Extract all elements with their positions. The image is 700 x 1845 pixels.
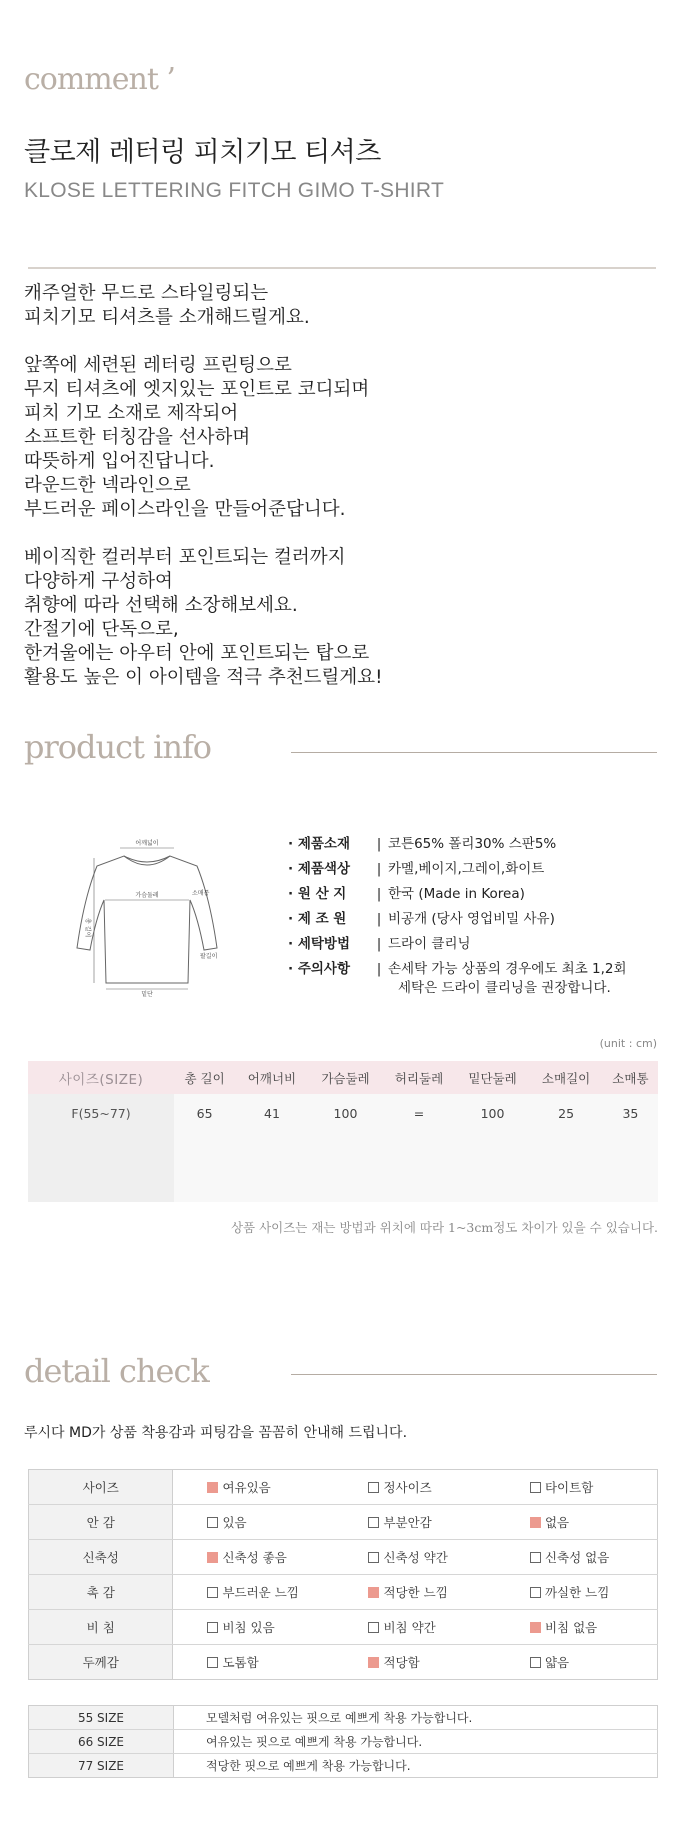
unchecked-box-icon xyxy=(530,1482,541,1493)
option-label: 적당함 xyxy=(383,1655,420,1670)
size-cell: 41 xyxy=(235,1094,309,1202)
description-line: 따뜻하게 입어진답니다. xyxy=(24,451,215,472)
fit-description: 모델처럼 여유있는 핏으로 예쁘게 착용 가능합니다. xyxy=(174,1706,658,1730)
detail-check-label: 신축성 xyxy=(29,1540,173,1575)
size-table xyxy=(28,1061,658,1202)
option-label: 비침 있음 xyxy=(222,1620,275,1635)
detail-check-option xyxy=(496,1505,658,1540)
detail-check-label: 안 감 xyxy=(29,1505,173,1540)
unchecked-box-icon xyxy=(368,1482,379,1493)
option-label: 비침 없음 xyxy=(544,1620,598,1635)
length-label: 총 길이 xyxy=(84,918,91,938)
detail-check-option xyxy=(334,1575,496,1610)
shirt-measurement-diagram xyxy=(72,838,222,998)
spec-value: 드라이 클리닝 xyxy=(388,936,471,952)
description-line: 피치 기모 소재로 제작되어 xyxy=(24,403,239,424)
size-table-header xyxy=(28,1061,658,1094)
unchecked-box-icon xyxy=(207,1517,218,1528)
description-line: 베이직한 컬러부터 포인트되는 컬러까지 xyxy=(24,547,346,568)
spec-value: 비공개 (당사 영업비밀 사유) xyxy=(388,911,555,927)
description-line: 무지 티셔츠에 엣지있는 포인트로 코디되며 xyxy=(24,379,370,400)
unchecked-box-icon xyxy=(530,1587,541,1598)
product-info-heading: product info xyxy=(24,728,212,766)
product-subtitle: KLOSE LETTERING FITCH GIMO T-SHIRT xyxy=(24,179,445,202)
spec-separator: | xyxy=(376,861,382,877)
detail-check-option xyxy=(173,1470,335,1505)
description-line: 소프트한 터칭감을 선사하며 xyxy=(24,427,251,448)
detail-check-option xyxy=(334,1470,496,1505)
spec-separator: | xyxy=(376,836,382,852)
size-header-cell: 허리둘레 xyxy=(382,1061,456,1094)
fit-row xyxy=(29,1730,658,1754)
size-footnote: 상품 사이즈는 재는 방법과 위치에 따라 1~3cm정도 차이가 있을 수 있습니다. xyxy=(230,1220,658,1235)
spec-row xyxy=(288,882,627,907)
fit-size-label: 77 SIZE xyxy=(29,1754,174,1778)
size-cell: = xyxy=(382,1094,456,1202)
spec-separator: | xyxy=(376,886,382,902)
option-label: 부분안감 xyxy=(383,1515,432,1530)
spec-key: · 제 조 원 xyxy=(288,911,347,927)
size-table-row xyxy=(28,1094,658,1202)
option-label: 여유있음 xyxy=(222,1480,271,1495)
detail-check-option xyxy=(173,1645,335,1680)
option-label: 있음 xyxy=(222,1515,247,1530)
unchecked-box-icon xyxy=(207,1587,218,1598)
detail-check-row xyxy=(29,1540,658,1575)
option-label: 부드러운 느낌 xyxy=(222,1585,299,1600)
size-header-cell: 밑단둘레 xyxy=(456,1061,530,1094)
checked-box-icon xyxy=(368,1657,379,1668)
spec-row xyxy=(288,857,627,882)
fit-table xyxy=(28,1705,658,1778)
spec-value: 카멜,베이지,그레이,화이트 xyxy=(388,861,545,877)
spec-key: · 제품색상 xyxy=(288,861,350,877)
product-description xyxy=(24,282,644,714)
detail-check-row xyxy=(29,1610,658,1645)
detail-check-option xyxy=(496,1610,658,1645)
detail-check-option xyxy=(173,1610,335,1645)
detail-check-label: 비 침 xyxy=(29,1610,173,1645)
detail-check-option xyxy=(334,1540,496,1575)
size-header-cell: 어깨너비 xyxy=(235,1061,309,1094)
detail-check-option xyxy=(496,1645,658,1680)
checked-box-icon xyxy=(530,1517,541,1528)
description-line: 취향에 따라 선택해 소장해보세요. xyxy=(24,595,298,616)
detail-check-option xyxy=(496,1540,658,1575)
option-label: 신축성 좋음 xyxy=(222,1550,287,1565)
product-title: 클로제 레터링 피치기모 티셔츠 xyxy=(24,137,381,168)
spec-row xyxy=(288,932,627,957)
unchecked-box-icon xyxy=(207,1622,218,1633)
description-line: 라운드한 넥라인으로 xyxy=(24,475,191,496)
description-line: 간절기에 단독으로, xyxy=(24,619,179,640)
sleeve-length-label: 팔길이 xyxy=(200,953,218,960)
size-cell: 35 xyxy=(603,1094,658,1202)
unit-note: (unit : cm) xyxy=(599,1037,657,1050)
detail-check-row xyxy=(29,1575,658,1610)
option-label: 까실한 느낌 xyxy=(544,1585,610,1600)
detail-check-row xyxy=(29,1470,658,1505)
spec-key: · 주의사항 xyxy=(288,961,350,977)
option-label: 신축성 없음 xyxy=(544,1550,610,1565)
spec-separator: | xyxy=(376,911,382,927)
description-line: 부드러운 페이스라인을 만들어준답니다. xyxy=(24,499,346,520)
spec-key: · 제품소재 xyxy=(288,836,350,852)
description-line: 캐주얼한 무드로 스타일링되는 xyxy=(24,283,269,304)
section-divider xyxy=(28,267,656,269)
option-label: 타이트함 xyxy=(544,1480,594,1495)
detail-check-option xyxy=(173,1505,335,1540)
description-paragraph xyxy=(24,546,644,690)
size-cell: 100 xyxy=(456,1094,530,1202)
size-header-cell: 사이즈(SIZE) xyxy=(28,1061,174,1094)
option-label: 적당한 느낌 xyxy=(383,1585,448,1600)
detail-check-option xyxy=(496,1470,658,1505)
detail-check-label: 사이즈 xyxy=(29,1470,173,1505)
comment-heading: comment ’ xyxy=(24,62,175,97)
detail-check-option xyxy=(173,1540,335,1575)
fit-row xyxy=(29,1754,658,1778)
detail-check-option xyxy=(496,1575,658,1610)
chest-label: 가슴둘레 xyxy=(135,892,159,899)
option-label: 비침 약간 xyxy=(383,1620,436,1635)
detail-check-label: 촉 감 xyxy=(29,1575,173,1610)
shirt-outline xyxy=(77,856,217,983)
description-paragraph xyxy=(24,354,644,522)
unchecked-box-icon xyxy=(207,1657,218,1668)
option-label: 도톰함 xyxy=(222,1655,259,1670)
spec-separator: | xyxy=(376,936,382,952)
detail-check-row xyxy=(29,1505,658,1540)
size-cell: 100 xyxy=(309,1094,383,1202)
description-line: 한겨울에는 아우터 안에 포인트되는 탑으로 xyxy=(24,643,370,664)
spec-value: 손세탁 가능 상품의 경우에도 최초 1,2회 xyxy=(388,961,627,977)
description-line: 다양하게 구성하여 xyxy=(24,571,173,592)
detail-check-label: 두께감 xyxy=(29,1645,173,1680)
spec-key: · 원 산 지 xyxy=(288,886,347,902)
option-label: 얇음 xyxy=(544,1655,570,1670)
checked-box-icon xyxy=(207,1552,218,1563)
unchecked-box-icon xyxy=(368,1517,379,1528)
size-header-cell: 총 길이 xyxy=(174,1061,235,1094)
neckline xyxy=(124,856,170,865)
detail-intro: 루시다 MD가 상품 착용감과 피팅감을 꼼꼼히 안내해 드립니다. xyxy=(24,1425,408,1441)
spec-key: · 세탁방법 xyxy=(288,936,350,952)
shoulder-label: 어깨넓이 xyxy=(135,840,159,847)
fit-row xyxy=(29,1706,658,1730)
fit-size-label: 55 SIZE xyxy=(29,1706,174,1730)
detail-check-option xyxy=(334,1610,496,1645)
checked-box-icon xyxy=(207,1482,218,1493)
heading-rule xyxy=(291,752,657,753)
spec-value: 코튼65% 폴리30% 스판5% xyxy=(388,836,557,852)
detail-check-option xyxy=(334,1505,496,1540)
unchecked-box-icon xyxy=(368,1552,379,1563)
size-cell: 65 xyxy=(174,1094,235,1202)
checked-box-icon xyxy=(368,1587,379,1598)
spec-row xyxy=(288,907,627,932)
product-spec-list xyxy=(288,832,627,1001)
fit-description: 적당한 핏으로 예쁘게 착용 가능합니다. xyxy=(206,1759,411,1773)
detail-check-option xyxy=(173,1575,335,1610)
spec-row xyxy=(288,832,627,857)
detail-check-heading: detail check xyxy=(24,1352,209,1390)
fit-description: 여유있는 핏으로 예쁘게 착용 가능합니다. xyxy=(174,1730,658,1754)
spec-separator: | xyxy=(376,961,382,977)
checked-box-icon xyxy=(530,1622,541,1633)
detail-check-table xyxy=(28,1469,658,1680)
unchecked-box-icon xyxy=(530,1657,541,1668)
detail-check-row xyxy=(29,1645,658,1680)
spec-value: 한국 (Made in Korea) xyxy=(388,886,525,902)
description-paragraph xyxy=(24,282,644,330)
option-label: 신축성 약간 xyxy=(383,1550,448,1565)
description-line: 활용도 높은 이 아이템을 적극 추천드릴게요! xyxy=(24,667,383,688)
option-label: 정사이즈 xyxy=(383,1480,432,1495)
unchecked-box-icon xyxy=(530,1552,541,1563)
size-header-cell: 소매길이 xyxy=(529,1061,603,1094)
spec-value-continuation: 세탁은 드라이 클리닝을 권장합니다. xyxy=(398,980,611,996)
option-label: 없음 xyxy=(544,1515,570,1530)
hem-label: 밑단 xyxy=(141,991,153,998)
unchecked-box-icon xyxy=(368,1622,379,1633)
heading-rule xyxy=(291,1374,657,1375)
size-cell: 25 xyxy=(529,1094,603,1202)
sleeve-cuff-label: 소매통 xyxy=(192,890,210,897)
size-cell: F(55~77) xyxy=(28,1094,174,1202)
size-header-cell: 소매통 xyxy=(603,1061,658,1094)
description-line: 피치기모 티셔츠를 소개해드릴게요. xyxy=(24,307,310,328)
description-line: 앞쪽에 세련된 레터링 프린팅으로 xyxy=(24,355,292,376)
fit-size-label: 66 SIZE xyxy=(29,1730,174,1754)
detail-check-option xyxy=(334,1645,496,1680)
size-header-cell: 가슴둘레 xyxy=(309,1061,383,1094)
